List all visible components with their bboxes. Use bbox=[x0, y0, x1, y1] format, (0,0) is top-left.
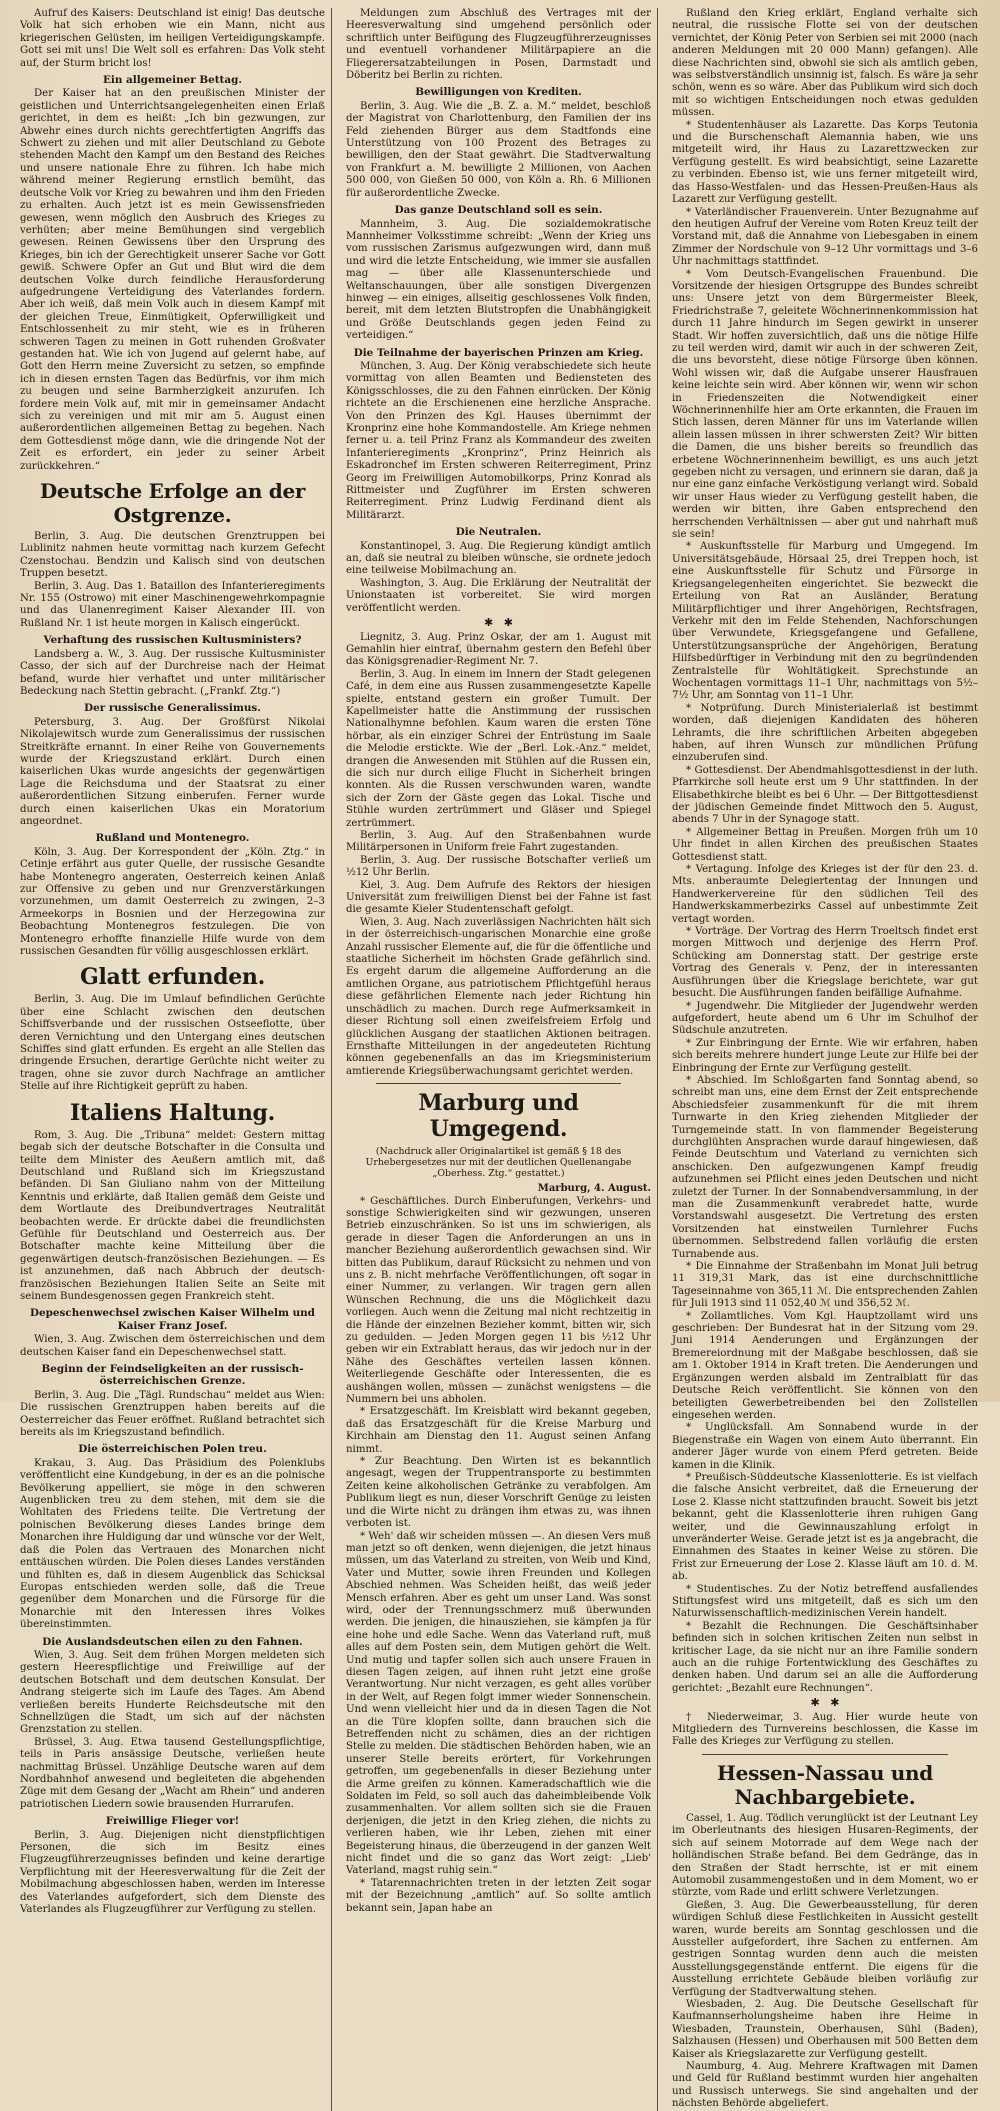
depeschen-title: Depeschenwechsel zwischen Kaiser Wilhelm und Kaiser Franz Josef. bbox=[30, 1307, 315, 1332]
studentenhaeuser-text: * Studentenhäuser als Lazarette. Das Korps Teutonia und die Burschenschaft Alemannia haben, wie uns mitgeteilt wird, ihr Haus zu Lazarettzwecken zur Verfügung gestellt. Es wird beabsichtigt, seine Lazarette zu verbinden. Ebenso ist, wie uns ferner mitgeteilt wird, das Hasso-Westfalen- und das Hessen-Preußen-Haus als Lazarett zur Verfügung gestellt. bbox=[672, 119, 978, 206]
strassenbahn-einnahme-text: * Die Einnahme der Straßenbahn im Monat Juli betrug 11 319,31 Mark, das ist eine durchschnittliche Tageseinnahme von 365,11 ℳ. Die entsprechenden Zahlen für Juli 1913 sind 11 052,40 ℳ und 356,52 ℳ. bbox=[672, 1261, 978, 1310]
cassel-text: Cassel, 1. Aug. Tödlich verunglückt ist der Leutnant Ley im Oberleutnants des hiesigen Husaren-Regiments, der sich auf seinem Motorrade auf dem Wege nach der holländischen Straße befand. Bei dem Gedränge, das in den Straßen der Stadt herrschte, ist er mit einem Automobil zusammengestoßen und in dem Moment, wo er stürzte, vom Rade und erlitt schwere Verletzungen. bbox=[672, 1812, 978, 1899]
bettag-preussen-text: * Allgemeiner Bettag in Preußen. Morgen früh um 10 Uhr findet in allen Kirchen des preußischen Staates Gottesdienst statt. bbox=[672, 826, 978, 863]
kultus-title: Verhaftung des russischen Kultusministers? bbox=[43, 634, 302, 647]
jugendwehr-text: * Jugendwehr. Die Mitglieder der Jugendwehr werden aufgefordert, heute abend um 6 Uhr im Schulhof der Südschule anzutreten. bbox=[672, 1000, 978, 1037]
section-separator-stars: ✱ ✱ bbox=[484, 616, 513, 630]
neutral-text-2: Washington, 3. Aug. Die Erklärung der Neutralität der Unionstaaten ist vorbereitet. Sie wird morgen veröffentlicht werden. bbox=[346, 577, 651, 614]
prinzen-text: München, 3. Aug. Der König verabschiedete sich heute vormittag von allen Beamten und Bediensteten des Königsschlosses, die zu den Fahnen einrücken. Der König richtete an die Erschienenen eine herzliche Ansprache. Von den Prinzen des Kgl. Hauses übernimmt der Kronprinz eine hohe Kommandostelle. Am Kriege nehmen ferner u. a. teil Prinz Franz als Kommandeur des zweiten Infanterieregiments „Kronprinz“, Prinz Heinrich als Eskadronchef im Ersten schweren Reiterregiment, Prinz Georg im Freiwilligen Automobilkorps, Prinz Konrad als Rittmeister und Zugführer im Ersten schweren Reiterregiment. Prinz Ludwig Ferdinand dient als Militärarzt. bbox=[346, 360, 651, 521]
notpruefung-text: * Notprüfung. Durch Ministerialerlaß ist bestimmt worden, daß diejenigen Kandidaten des höheren Lehramts, die ihre schriftlichen Arbeiten abgegeben haben, auf ihren Wunsch zur mündlichen Prüfung einzuberufen sind. bbox=[672, 702, 978, 764]
cafe-tumult-text: Berlin, 3. Aug. In einem im Innern der Stadt gelegenen Café, in dem eine aus Russen zusammengesetzte Kapelle spielte, entstand gestern ein großer Tumult. Der Kapellmeister hatte die Anstimmung der russischen Nationalhymne befohlen. Kaum waren die ersten Töne hörbar, als ein einziger Schrei der Entrüstung im Saale die Melodie erstickte. Wie der „Berl. Lok.-Anz.“ meldet, drangen die Anwesenden mit Stühlen auf die Russen ein, die sich nur durch eilige Flucht in Sicherheit bringen konnten. Als die Russen verschwunden waren, wandte sich der Zorn der Gäste gegen das Lokal. Tische und Stühle wurden zertrümmert und Gläser und Spiegel zertrümmert. bbox=[346, 668, 651, 829]
column-right bbox=[666, 8, 984, 2111]
erfunden-text: Berlin, 3. Aug. Die im Umlauf befindlichen Gerüchte über eine Schlacht zwischen den deutschen Schiffsverbande und der russischen Ostseeflotte, über deren Vernichtung und den Untergang eines deutschen Schiffes sind glatt erfunden. Es ergeht an alle Stellen das dringende Ersuchen, derartige Gerüchte nicht weiter zu tragen, ohne sie zuvor durch Nachfrage an amtlicher Stelle auf ihre Richtigkeit geprüft zu haben. bbox=[20, 994, 325, 1093]
headline-glatt-erfunden: Glatt erfunden. bbox=[80, 964, 265, 991]
polen-text: Krakau, 3. Aug. Das Präsidium des Polenklubs veröffentlicht eine Kundgebung, in der es an die polnische Bevölkerung appelliert, sie möge in den schweren Augenblicken treu zu dem stehen, mit dem sie die Wohltaten des Friedens teilte. Die Vertretung der polnischen Bevölkerung dieses Landes bringe dem Monarchen ihre Huldigung dar und wünsche vor der Welt, daß die Polen das Vertrauen des Monarchen nicht enttäuschen würden. Die Polen dieses Landes verständen und fühlten es, daß in diesem Augenblick das Schicksal Europas entschieden werden solle, daß die Treue gegenüber dem Monarchen und die Fürsorge für die Monarchie mit den Interessen ihres Volkes übereinstimmten. bbox=[20, 1457, 325, 1631]
section-separator-stars: ✱ ✱ bbox=[810, 1696, 840, 1710]
frauenbund-text: * Vom Deutsch-Evangelischen Frauenbund. Die Vorsitzende der hiesigen Ortsgruppe des Bundes schreibt uns: Unsere jetzt von dem Bürgermeister Bleek, Friedrichstraße 7, geleitete Wöchnerinnenkommission hat durch 11 Jahre hindurch im Segen gewirkt in unserer Stadt. Wir hoffen zuversichtlich, daß uns die nötige Hilfe zu teil werden wird, damit wir auch in der schweren Zeit, die uns bevorsteht, diese nötige Fürsorge üben können. Wohl wissen wir, daß die Aufgabe unserer Hausfrauen keine leichte sein wird. Aber können wir, wenn wir schon in Friedenszeiten die Notwendigkeit einer Wöchnerinnenhilfe hier am Orte erkannten, die Frauen im Stich lassen, deren Männer für uns im Vaterlande willen allein lassen müssen in ihrer schwersten Zeit? Wir bitten die Damen, die uns bisher bereits so freundlich das erbetene Wöchnerinnenheim bewilligt, es uns auch jetzt gegeben nicht zu versagen, und erinnern sie daran, daß ja nur eine ganz einfache Verköstigung verlangt wird. Sobald wir unser Haus wieder zu Verfügung gestellt haben, die werden wir bitten, ihre Gaben entsprechend den herrschenden Verhältnissen — aber gut und nahrhaft muß sie sein! bbox=[672, 268, 978, 541]
headline-hessen-nassau: Hessen-Nassau und Nachbargebiete. bbox=[717, 1760, 933, 1809]
flieger-title: Freiwillige Flieger vor! bbox=[105, 1815, 240, 1828]
depeschen-text: Wien, 3. Aug. Zwischen dem österreichischen und dem deutschen Kaiser fand ein Depeschenwechsel statt. bbox=[20, 1334, 325, 1358]
kultus-text: Landsberg a. W., 3. Aug. Der russische Kultusminister Casso, der sich auf der Durchreise nach der Heimat befand, wurde hier verhaftet und unter militärischer Bedeckung nach Stettin gebracht. („Frankf. Ztg.“) bbox=[20, 648, 325, 697]
montenegro-text: Köln, 3. Aug. Der Korrespondent der „Köln. Ztg.“ in Cetinje erfährt aus guter Quelle, der russische Gesandte habe Montenegro angeraten, Oesterreich keinen Anlaß zur Offensive zu geben und nur Grenzverstärkungen vorzunehmen, um damit Oesterreich zu zwingen, 2–3 Armeekorps in Bosnien und der Herzegowina zur Beobachtung Montenegros festzulegen. Die von Montenegro erhoffte finanzielle Hilfe wurde von dem russischen Gesandten für völlig ausgeschlossen erklärt. bbox=[20, 846, 325, 958]
bettag-text: Der Kaiser hat an den preußischen Minister der geistlichen und Unterrichtsangelegenheiten einen Erlaß gerichtet, in dem es heißt: „Ich bin gezwungen, zur Abwehr eines durch nichts gerechtfertigten Angriffs das Schwert zu ziehen und mit aller Deutschland zu Gebote stehenden Macht den Kampf um den Bestand des Reiches und unsere nationale Ehre zu führen. Ich habe mich während meiner Regierung ernstlich bemüht, das deutsche Volk vor Krieg zu bewahren und ihm den Frieden zu erhalten. Auch jetzt ist es mein Gewissensfrieden gewesen, wenn möglich den Ausbruch des Krieges zu verhüten; aber meine Bemühungen sind vergeblich gewesen. Reinen Gewissens über den Ursprung des Krieges, bin ich der Gerechtigkeit unserer Sache vor Gott gewiß. Schwere Opfer an Gut und Blut wird die dem deutschen Volke durch feindliche Herausforderung aufgedrungene Verteidigung des Vaterlandes fordern. Aber ich weiß, daß mein Volk auch in diesem Kampf mit der gleichen Treue, Einmütigkeit, Opferwilligkeit und Entschlossenheit zu mir steht, wie es in früheren schweren Tagen zu meinen in Gott ruhenden Großvater gestanden hat. Wie ich von Jugend auf gelernt habe, auf Gott den Herrn meine Zuversicht zu setzen, so empfinde ich in diesen ernsten Tagen das Bedürfnis, vor ihm mich zu beugen und seine Barmherzigkeit anzurufen. Ich fordere mein Volk auf, mit mir in gemeinsamer Andacht sich zu vereinigen und mit mir am 5. August einen außerordentlichen allgemeinen Bettag zu begehen. Nach dem Gottesdienst möge dann, wie die dringende Not der Zeit es erfordert, ein jeder zu seiner Arbeit zurückkehren.“ bbox=[20, 88, 325, 472]
feind-text: Berlin, 3. Aug. Die „Tägl. Rundschau“ meldet aus Wien: Die russischen Grenztruppen haben bereits auf die Oesterreicher das Feuer eröffnet. Rußland betrachtet sich bereits als im Kriegszustand befindlich. bbox=[20, 1389, 325, 1439]
continued-text: Rußland den Krieg erklärt, England verhalte sich neutral, die russische Flotte sei von der deutschen vernichtet, der König Peter von Serbien sei mit 2000 (nach anderen Meldungen mit 20 000 Mann) gefangen). Alle diese Nachrichten sind, obwohl sie sich als amtlich geben, was selbstverständlich unsinnig ist, falsch. Es wäre ja sehr schön, wenn es so wäre. Aber das Publikum wird sich doch mit so wichtigen Entscheidungen noch etwas gedulden müssen. bbox=[672, 8, 978, 119]
marburg-date: Marburg, 4. August. bbox=[537, 1183, 651, 1195]
rechnungen-text: * Bezahlt die Rechnungen. Die Geschäftsinhaber befinden sich in solchen kritischen Zeiten nun selbst in kritischer Lage, da sie nicht nur an ihre Familie sondern auch an die ruhige Fortentwicklung des Geschäftes zu denken haben. Und darum sei an alle die Aufforderung gerichtet: „Bezahlt eure Rechnungen“. bbox=[672, 1620, 978, 1694]
geschaeftliches-text: * Geschäftliches. Durch Einberufungen, Verkehrs- und sonstige Schwierigkeiten sind wir gezwungen, unseren Betrieb einzuschränken. So ist uns im schwierigen, als gerade in dieser Tagen die Anforderungen an uns in mancher Beziehung außerordentlich gewachsen sind. Wir bitten das Publikum, darauf Rücksicht zu nehmen und von uns z. B. nicht mehrfache Veröffentlichungen, oft sogar in einer Nummer, zu verlangen. Wir tragen gern allen Wünschen Rechnung, die uns die Möglichkeit dazu vorliegen. Auch wenn die Zeitung mal nicht rechtzeitig in die Hände der einzelnen Bezieher kommt, bitten wir, sich zu gedulden. — Jeden Morgen gegen 11 bis ½12 Uhr geben wir ein Extrablatt heraus, das wir jedoch nur in der Nähe des Geschäftes verteilen lassen können. Weiterliegende Geschäfte oder Interessenten, die es aushängen wollen, müssen — zunächst wenigstens — die Nummern bei uns abholen. bbox=[346, 1195, 651, 1406]
headline-italiens-haltung: Italiens Haltung. bbox=[70, 1099, 275, 1126]
ausland-title: Die Auslandsdeutschen eilen zu den Fahnen. bbox=[42, 1635, 303, 1648]
bettag-title: Ein allgemeiner Bettag. bbox=[103, 74, 242, 87]
montenegro-title: Rußland und Montenegro. bbox=[95, 832, 250, 845]
volk-title: Das ganze Deutschland soll es sein. bbox=[394, 204, 603, 217]
italien-text: Rom, 3. Aug. Die „Tribuna“ meldet: Gestern mittag begab sich der deutsche Botschafter in die Consulta und teilte dem Minister des Aeußern amtlich mit, daß Deutschland und Rußland sich im Kriegszustand befänden. Di San Giuliano nahm von der Mitteilung Kenntnis und erklärte, daß Italien gemäß dem Geiste und dem Wortlaute des Dreibundvertrages Neutralität beobachten werde. Er drückte dabei die freundlichsten Gefühle für Deutschland und Oesterreich aus. Der Botschafter machte keine Mitteilung über die gegenwärtigen deutsch-französischen Beziehungen. — Es ist anzunehmen, daß nach Abbruch der deutsch-französischen Beziehungen Italien Seite an Seite mit seinem Bundesgenossen gegen Frankreich steht. bbox=[20, 1129, 325, 1302]
kiel-text: Kiel, 3. Aug. Dem Aufrufe des Rektors der hiesigen Universität zum freiwilligen Dienst bei der Fahne ist fast die gesamte Kieler Studentenschaft gefolgt. bbox=[346, 879, 651, 916]
column-left bbox=[14, 8, 332, 2111]
strassenbahn-text: Berlin, 3. Aug. Auf den Straßenbahnen wurde Militärpersonen in Uniform freie Fahrt zugestanden. bbox=[346, 830, 651, 854]
botschafter-text: Berlin, 3. Aug. Der russische Botschafter verließ um ½12 Uhr Berlin. bbox=[346, 854, 651, 879]
klassenlotterie-text: * Preußisch-Süddeutsche Klassenlotterie. Es ist vielfach die falsche Ansicht verbreitet, daß die Erneuerung der Lose 2. Klasse nicht stattzufinden braucht. Soweit bis jetzt bekannt, geht die Klassenlotterie ihren ruhigen Gang weiter, und die Gewinnauszahlung erfolgt in unveränderter Weise. Gerade jetzt ist es ja angebracht, die Einnahmen des Staates in keiner Weise zu stören. Die Frist zur Erneuerung der Lose 2. Klasse läuft am 10. d. M. ab. bbox=[672, 1471, 978, 1583]
ausland-text-2: Brüssel, 3. Aug. Etwa tausend Gestellungspflichtige, teils in Paris ansässige Deutsche, verließen heute nachmittag Brüssel. Unzählige Deutsche waren auf dem Nordbahnhof anwesend und begleiteten die abgehenden Züge mit dem Gesang der „Wacht am Rhein“ und anderen patriotischen Liedern sowie brausenden Hurrarufen. bbox=[20, 1736, 325, 1810]
neutral-text: Konstantinopel, 3. Aug. Die Regierung kündigt amtlich an, daß sie neutral zu bleiben wünsche, sie ordnete jedoch eine teilweise Mobilmachung an. bbox=[346, 540, 651, 577]
ausland-text: Wien, 3. Aug. Seit dem frühen Morgen meldeten sich gestern Heerespflichtige und Freiwillige auf der deutschen Botschaft und dem deutschen Konsulat. Der Andrang steigerte sich im Laufe des Tages. Am Abend verließen bereits Hunderte Reichsdeutsche mit den Schnellzügen die Stadt, um sich auf der nächsten Grenzstation zu stellen. bbox=[20, 1649, 325, 1736]
section-rule bbox=[376, 1083, 621, 1084]
giessen-text: Gießen, 3. Aug. Die Gewerbeausstellung, für deren würdigen Schluß diese Festlichkeiten in Aussicht gestellt waren, wurde bereits am Sonntag geschlossen und die Aussteller aufgefordert, ihre Sachen zu entfernen. Am gestrigen Sonntag wurden denn auch die meisten Ausstellungsgegenstände entfernt. Die eigens für die Ausstellung errichtete Gebäude bleiben vorläufig zur Verfügung der Stadtverwaltung stehen. bbox=[672, 1899, 978, 1998]
flieger-continued: Meldungen zum Abschluß des Vertrages mit der Heeresverwaltung sind umgehend persönlich oder schriftlich unter Beifügung des Flugzeugführerzeugnisses und eventuell vorhandener Militärpapiere an die Fliegerersatzabteilungen in Posen, Darmstadt und Döberitz bei Berlin zu richten. bbox=[346, 8, 651, 82]
section-rule bbox=[702, 1754, 948, 1755]
wiesbaden-text: Wiesbaden, 2. Aug. Die Deutsche Gesellschaft für Kaufmannserholungsheime haben ihre Heime in Wiesbaden, Traunstein, Oberhausen, Sühl (Baden), Salzhausen (Hessen) und Oberhausen mit 500 Betten dem Kaiser als Kriegslazarette zur Verfügung gestellt. bbox=[672, 1998, 978, 2060]
liegnitz-text: Liegnitz, 3. Aug. Prinz Oskar, der am 1. August mit Gemahlin hier eintraf, übernahm gestern den Befehl über das Königsgrenadier-Regiment Nr. 7. bbox=[346, 631, 651, 668]
kredit-title: Bewilligungen von Krediten. bbox=[415, 86, 582, 99]
beachtung-text: * Zur Beachtung. Den Wirten ist es bekanntlich angesagt, wegen der Truppentransporte zu bestimmten Zeiten keine alkoholischen Getränke zu verabfolgen. Am Publikum liegt es nun, dieser Vorschrift Genüge zu leisten und die Wirte nicht zu drängen ihm etwas zu, was ihnen verboten ist. bbox=[346, 1456, 651, 1530]
naumburg-text: Naumburg, 4. Aug. Mehrere Kraftwagen mit Damen und Geld für Rußland bestimmt wurden hier angehalten und Russisch unterwegs. Sie sind angehalten und der nächsten Behörde abgeliefert. bbox=[672, 2061, 978, 2110]
general-title: Der russische Generalissimus. bbox=[84, 702, 261, 715]
kaiser-aufruf-text: Aufruf des Kaisers: Deutschland ist einig! Das deutsche Volk hat sich erhoben wie ein Mann, nicht aus kriegerischen Gelüsten, im heiligen Verteidigungskampfe. Gott sei mit uns! Die Welt soll es erfahren: Das Volk steht auf, der Sturm bricht los! bbox=[20, 8, 325, 69]
frauenverein-text: * Vaterländischer Frauenverein. Unter Bezugnahme auf den heutigen Aufruf der Vereine vom Roten Kreuz teilt der Vorstand mit, daß die Annahme von Liebesgaben in einem Zimmer der Nordschule von 9–12 Uhr vormittags und 3–6 Uhr nachmittags stattfindet. bbox=[672, 206, 978, 268]
column-middle bbox=[340, 8, 658, 2111]
feind-title: Beginn der Feindseligkeiten an der russisch-österreichischen Grenze. bbox=[41, 1363, 304, 1388]
general-text: Petersburg, 3. Aug. Der Großfürst Nikolai Nikolajewitsch wurde zum Generalissimus der russischen Streitkräfte ernannt. In einer Reihe von Gouvernements wurde der Kriegszustand erklärt. Durch einen kaiserlichen Ukas wurde angesichts der gegenwärtigen Lage die Reichsduma und der Staatsrat zu einer außerordentlichen Sitzung einberufen. Ferner wurde durch einen kaiserlichen Ukas ein Moratorium angeordnet. bbox=[20, 716, 325, 827]
erfolge-text: Berlin, 3. Aug. Die deutschen Grenztruppen bei Lublinitz nahmen heute vormittag nach kurzem Gefecht Czenstochau. Bendzin und Kalisch sind von deutschen Truppen besetzt. bbox=[20, 531, 325, 580]
unglucksfall-text: * Unglücksfall. Am Sonnabend wurde in der Biegenstraße ein Wagen von einem Auto überrannt. Ein anderer Jäger wurde von einem Pferd getreten. Beide kamen in die Klinik. bbox=[672, 1422, 978, 1471]
tatarennachrichten-text: * Tatarennachrichten treten in der letzten Zeit sogar mit der Bezeichnung „amtlich“ auf. So sollte amtlich bekannt sein, Japan habe an bbox=[346, 1877, 651, 1914]
vertagung-text: * Vertagung. Infolge des Krieges ist der für den 23. d. Mts. anberaumte Delegiertentag der Innungen und Handwerkervereine für den südlichen Teil des Handwerkskammerbezirks Cassel auf unbestimmte Zeit vertagt worden. bbox=[672, 864, 978, 925]
niederweimar-text: † Niederweimar, 3. Aug. Hier wurde heute von Mitgliedern des Turnvereins beschlossen, die Kasse im Falle des Krieges zur Verfügung zu stellen. bbox=[672, 1711, 978, 1748]
ersatzgeschaeft-text: * Ersatzgeschäft. Im Kreisblatt wird bekannt gegeben, daß das Ersatzgeschäft für die Kreise Marburg und Kirchhain am Dienstag den 11. August seinen Anfang nimmt. bbox=[346, 1406, 651, 1455]
headline-marburg: Marburg und Umgegend. bbox=[418, 1090, 579, 1143]
vortraege-text: * Vorträge. Der Vortrag des Herrn Troeltsch findet erst morgen Mittwoch und derjenige des Herrn Prof. Schücking am Donnerstag statt. Der gestrige erste Vortrag des Generals v. Penz, der in interessanten Ausführungen über die Kriegslage berichtete, war gut besucht. Die Ausführungen fanden beifällige Aufnahme. bbox=[672, 926, 978, 1000]
auskunftsstelle-text: * Auskunftsstelle für Marburg und Umgegend. Im Universitätsgebäude, Hörsaal 25, drei Treppen hoch, ist eine Auskunftsstelle für Schutz und Fürsorge in Kriegsangelegenheiten eingerichtet. Sie bezweckt die Erteilung von Rat an Ausländer, Beratung Militärpflichtiger und ihrer Angehörigen, Rechtsfragen, Verkehr mit den im Felde Stehenden, Nachforschungen über Verwundete, Kriegsgefangene und Gefallene, Unterstützungsansprüche der Angehörigen, Beratung Hilfsbedürftiger in Verbindung mit den zu begründenden Zentralstelle für Wohltätigkeit. Sprechstunde an Wochentagen vormittags 11–1 Uhr, nachmittags von 5½–7½ Uhr, am Sonntag von 11–1 Uhr. bbox=[672, 541, 978, 702]
flieger-text: Berlin, 3. Aug. Diejenigen nicht dienstpflichtigen Personen, die sich im Besitz eines Flugzeugführerzeugnisses befinden und keine derartige Verpflichtung mit der Heeresverwaltung für die Zeit der Mobilmachung abgeschlossen haben, werden im Interesse des Vaterlandes aufgefordert, sich dem Dienste des Vaterlandes als Flugzeugführer zur Verfügung zu stellen. bbox=[20, 1829, 325, 1916]
columns bbox=[14, 8, 986, 2110]
headline-ostgrenze: Deutsche Erfolge an der Ostgrenze. bbox=[39, 479, 306, 528]
nachdruck-note: (Nachdruck aller Originalartikel ist gemäß § 18 des Urhebergesetzes nur mit der deutlichen Quellenangabe „Oberhess. Ztg.“ gestattet.) bbox=[365, 1146, 632, 1180]
zollamtliches-text: * Zollamtliches. Vom Kgl. Hauptzollamt wird uns geschrieben: Der Bundesrat hat in der Sitzung vom 29. Juni 1914 Aenderungen und Ergänzungen der Bremereiordnung mit der Maßgabe beschlossen, daß sie am 1. Oktober 1914 in Kraft treten. Die Aenderungen und Ergänzungen werden alsbald im Zentralblatt für das Deutsche Reich veröffentlicht. Sie können von den beteiligten Gewerbetreibenden bei den Zollstellen eingesehen werden. bbox=[672, 1310, 978, 1421]
studentisches-text: * Studentisches. Zu der Notiz betreffend ausfallendes Stiftungsfest wird uns mitgeteilt, daß es sich um den Naturwissenschaftlich-medizinischen Verein handelt. bbox=[672, 1583, 978, 1620]
volk-text: Mannheim, 3. Aug. Die sozialdemokratische Mannheimer Volksstimme schreibt: „Wenn der Krieg uns vom russischen Zarismus aufgezwungen wird, dann muß und wird die letzte Entscheidung, wie immer sie ausfallen mag — über alle Klassenunterschiede und Weltanschauungen, über alle sonstigen Divergenzen hinweg — ein einiges, allseitig geschlossenes Volk finden, bereit, mit dem letzten Blutstropfen die Unabhängigkeit und Größe Deutschlands gegen jeden Feind zu verteidigen.“ bbox=[346, 218, 651, 342]
neutral-title: Die Neutralen. bbox=[455, 526, 542, 539]
wien-text: Wien, 3. Aug. Nach zuverlässigen Nachrichten hält sich in der österreichisch-ungarischen Monarchie eine große Anzahl russischer Elemente auf, die für die öffentliche und staatliche Sicherheit im höchsten Grade gefährlich sind. Es ergeht darum die allgemeine Aufforderung an die amtlichen Organe, aus patriotischem Pflichtgefühl heraus diese gefährlichen Elemente nach jeder Richtung hin unschädlich zu machen. Durch rege Aufmerksamkeit in dieser Richtung soll einen zweifelsfreiem Erfolg und glücklichen Ausgang der staatlichen Aktionen beitragen. Ernsthafte Mitteilungen in der angedeuteten Richtung können gegebenenfalls an das im Kriegsministerium amtierende Kriegsüberwachungsamt gerichtet werden. bbox=[346, 916, 651, 1077]
gottesdienst-text: * Gottesdienst. Der Abendmahlsgottesdienst in der luth. Pfarrkirche soll heute erst um 9 Uhr stattfinden. In der Elisabethkirche bleibt es bei 6 Uhr. — Der Bittgottesdienst der jüdischen Gemeinde findet Mittwoch den 5. August, abends 7 Uhr in der Synagoge statt. bbox=[672, 764, 978, 826]
prinzen-title: Die Teilnahme der bayerischen Prinzen am Krieg. bbox=[353, 346, 644, 359]
kredit-text: Berlin, 3. Aug. Wie die „B. Z. a. M.“ meldet, beschloß der Magistrat von Charlottenburg, den Familien der ins Feld ziehenden Bürger aus dem Stadtfonds eine Unterstützung von 100 Prozent des Betrages zu bewilligen, den der Staat gewährt. Die Stadtverwaltung von Frankfurt a. M. bewilligte 2 Millionen, von Aachen 500 000, von Gießen 50 000, von Köln a. Rh. 6 Millionen für außerordentliche Zwecke. bbox=[346, 100, 651, 199]
polen-title: Die österreichischen Polen treu. bbox=[78, 1443, 267, 1456]
scheiden-text: * Weh' daß wir scheiden müssen —. An diesen Vers muß man jetzt so oft denken, wenn diejenigen, die jetzt hinaus müssen, um das Vaterland zu streiten, von Weib und Kind, Vater und Mutter, sowie ihren Freunden und Kollegen Abschied nehmen. Was Scheiden heißt, das weiß jeder Mensch erfahren. Aber es geht um unser Land. Was sonst wird, oder der Trennungsschmerz muß überwunden werden. Die jenigen, die hinausziehen, sie kämpfen ja für eine hohe und edle Sache. Wenn das Vaterland ruft, muß alles auf dem Posten sein, dem Mutigen gehört die Welt. Und mutig und tapfer sollen sich auch unsere Frauen in diesen Tagen zeigen, auf ihnen ruht jetzt eine große Verantwortung. Nur nicht verzagen, es geht alles vorüber in der Welt, auf Regen folgt immer wieder Sonnenschein. Und wenn vielleicht hier und da in diesen Tagen die Not an die Türe klopfen sollte, dann brauchen sich die Betreffenden nicht zu schämen, dies an der richtigen Stelle zu melden. Die städtischen Behörden haben, wie an unserer Stelle bereits erörtert, für Vorkehrungen getroffen, um gegebenenfalls in dieser Beziehung unter die Arme greifen zu können. Kameradschaftlich wie die Soldaten im Feld, so soll auch das daheimbleibende Volk zusammenhalten. Vor allem sollten sich sie die Frauen derjenigen, die jetzt in den Krieg ziehen, die nichts zu verlieren haben, wie ihr Leben, ziehen mit einer Begeisterung hinaus, die überzeugend in der ganzen Welt nicht findet und die so ganz das Wort zeigt: „Lieb' Vaterland, magst ruhig sein.“ bbox=[346, 1530, 651, 1877]
erfolge-text-2: Berlin, 3. Aug. Das 1. Bataillon des Infanterieregiments Nr. 155 (Ostrowo) mit einer Maschinengewehrkompagnie und das Ulanenregiment Kaiser Alexander III. von Rußland Nr. 1 ist heute morgen in Kalisch eingerückt. bbox=[20, 580, 325, 629]
ernte-text: * Zur Einbringung der Ernte. Wie wir erfahren, haben sich bereits mehrere hundert junge Leute zur Hilfe bei der Einbringung der Ernte zur Verfügung gestellt. bbox=[672, 1037, 978, 1074]
abschied-text: * Abschied. Im Schloßgarten fand Sonntag abend, so schreibt man uns, eine dem Ernst der Zeit entsprechende Abschiedsfeier zusammenkunft für die mit ihrem Turnwarte in den Krieg ziehenden Mitglieder der Turngemeinde statt. In von flammender Begeisterung durchglühten Ansprachen wurde darauf hingewiesen, daß Feinde Deutschtum und Vaterland zu vernichten sich anschicken. Den aufgezwungenen Kampf freudig aufzunehmen sei Pflicht eines jeden Deutschen und nicht zuletzt der Turner. In der Sonnabendversammlung, in der man die Zusammenkunft verabredet hatte, wurde Vorstandswahl ausgesetzt. Die Vertretung des ersten Vorsitzenden hat einstweilen Turnlehrer Fuchs übernommen. Selbstredend fallen vorläufig die ersten Turnabende aus. bbox=[672, 1074, 978, 1260]
